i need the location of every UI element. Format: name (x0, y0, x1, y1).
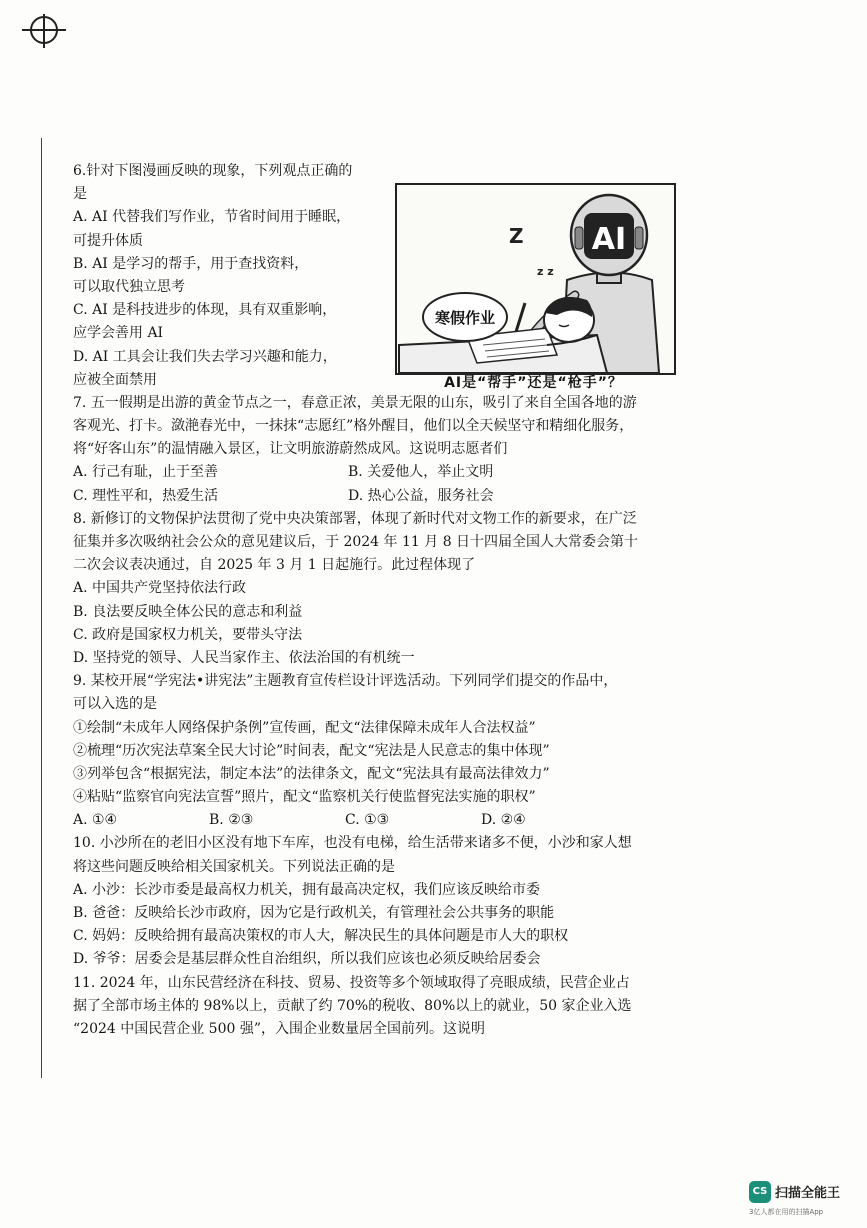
q9-item-2: ②梳理“历次宪法草案全民大讨论”时间表，配文“宪法是人民意志的集中体现” (73, 742, 550, 759)
robot-label: AI (591, 222, 627, 257)
q9-option-b: B. ②③ (209, 812, 254, 829)
question-10 (73, 832, 703, 971)
q7-option-d: D. 热心公益，服务社会 (348, 487, 494, 504)
q10-option-b: B. 爸爸：反映给长沙市政府，因为它是行政机关，有管理社会公共事务的职能 (73, 905, 555, 921)
q7-options-row (73, 485, 703, 508)
q6-option-c: C. AI 是科技进步的体现，具有双重影响， (73, 302, 337, 319)
sleep-z-small: z z (537, 265, 554, 278)
camscanner-logo-icon: CS (749, 1181, 771, 1203)
q6-option-c-cont: 应学会善用 AI (73, 325, 164, 342)
q10-option-c: C. 妈妈：反映给拥有最高决策权的市人大，解决民生的具体问题是市人大的职权 (73, 928, 569, 945)
q6-stem-line: 6.针对下图漫画反映的现象，下列观点正确的 (73, 163, 353, 179)
q11-stem-line: 据了全部市场主体的 98%以上，贡献了约 70%的税收、80%以上的就业，50 家企业入选 (73, 997, 632, 1014)
binding-margin-line (41, 138, 42, 1078)
cartoon-illustration (395, 183, 676, 375)
q6-option-d: D. AI 工具会让我们失去学习兴趣和能力， (73, 348, 337, 365)
q7-options-row (73, 461, 703, 484)
q8-option-b: B. 良法要反映全体公民的意志和利益 (73, 603, 303, 620)
q8-stem-line: 征集并多次吸纳社会公众的意见建议后，于 2024 年 11 月 8 日十四届全国人大常委会第十 (73, 534, 639, 550)
q9-stem-line: 可以入选的是 (73, 696, 157, 713)
q9-option-d: D. ②④ (481, 812, 526, 829)
q11-stem-line: 11. 2024 年，山东民营经济在科技、贸易、投资等多个领域取得了亮眼成绩，民营企业占 (73, 974, 630, 991)
cartoon-caption: AI是“帮手”还是“枪手”？ (444, 375, 623, 391)
question-8 (73, 508, 703, 670)
homework-label: 寒假作业 (434, 309, 496, 327)
q10-stem-line: 将这些问题反映给相关国家机关。下列说法正确的是 (73, 858, 395, 875)
q8-stem-line: 二次会议表决通过，自 2025 年 3 月 1 日起施行。此过程体现了 (73, 557, 476, 574)
question-9 (73, 670, 703, 832)
watermark-tagline: 3亿人都在用的扫描App (749, 1208, 824, 1216)
q7-option-b: B. 关爱他人，举止文明 (348, 464, 494, 481)
q7-stem-line: 7. 五一假期是出游的黄金节点之一，春意正浓，美景无限的山东，吸引了来自全国各地的游 (73, 394, 637, 411)
q6-option-b: B. AI 是学习的帮手，用于查找资料， (73, 255, 309, 272)
q9-item-4: ④粘贴“监察官向宪法宣誓”照片，配文“监察机关行使监督宪法实施的职权” (73, 789, 536, 806)
q6-option-b-cont: 可以取代独立思考 (73, 278, 185, 295)
q8-option-d: D. 坚持党的领导、人民当家作主、依法治国的有机统一 (73, 649, 415, 666)
q9-option-a: A. ①④ (73, 812, 118, 829)
q9-item-1: ①绘制“未成年人网络保护条例”宣传画，配文“法律保障未成年人合法权益” (73, 719, 536, 736)
q7-stem-line: 将“好客山东”的温情融入景区，让文明旅游蔚然成风。这说明志愿者们 (73, 441, 508, 458)
q7-option-c: C. 理性平和，热爱生活 (73, 487, 219, 504)
q8-option-a: A. 中国共产党坚持依法行政 (73, 580, 247, 597)
q9-options-row (73, 809, 703, 832)
q6-option-d-cont: 应被全面禁用 (73, 371, 157, 388)
q6-option-a-cont: 可提升体质 (73, 232, 143, 249)
q6-stem-line: 是 (73, 186, 87, 203)
watermark-app-name: 扫描全能王 (775, 1186, 841, 1201)
question-11 (73, 972, 703, 1042)
q6-option-a: A. AI 代替我们写作业，节省时间用于睡眠， (73, 209, 351, 226)
q9-item-3: ③列举包含“根据宪法，制定本法”的法律条文，配文“宪法具有最高法律效力” (73, 765, 550, 782)
q7-stem-line: 客观光、打卡。潋滟春光中，一抹抹“志愿红”格外醒目，他们以全天候坚守和精细化服务， (73, 418, 634, 435)
q7-option-a: A. 行己有耻，止于至善 (73, 464, 219, 481)
q9-option-c: C. ①③ (345, 812, 390, 829)
q11-stem-line: “2024 中国民营企业 500 强”，入围企业数量居全国前列。这说明 (73, 1020, 486, 1037)
q10-option-d: D. 爷爷：居委会是基层群众性自治组织，所以我们应该也必须反映给居委会 (73, 951, 541, 968)
sleep-z-big: Z (509, 224, 524, 248)
registration-mark-icon (18, 10, 68, 50)
question-7 (73, 392, 703, 508)
q10-stem-line: 10. 小沙所在的老旧小区没有地下车库，也没有电梯，给生活带来诸多不便，小沙和家人想 (73, 835, 632, 852)
q8-stem-line: 8. 新修订的文物保护法贯彻了党中央决策部署，体现了新时代对文物工作的新要求，在广泛 (73, 510, 637, 527)
q8-option-c: C. 政府是国家权力机关，要带头守法 (73, 626, 303, 643)
scanner-watermark (749, 1181, 859, 1221)
cartoon-drawing (397, 185, 674, 373)
q10-option-a: A. 小沙：长沙市委是最高权力机关，拥有最高决定权，我们应该反映给市委 (73, 881, 541, 898)
q9-stem-line: 9. 某校开展“学宪法•讲宪法”主题教育宣传栏设计评选活动。下列同学们提交的作品中， (73, 673, 618, 690)
